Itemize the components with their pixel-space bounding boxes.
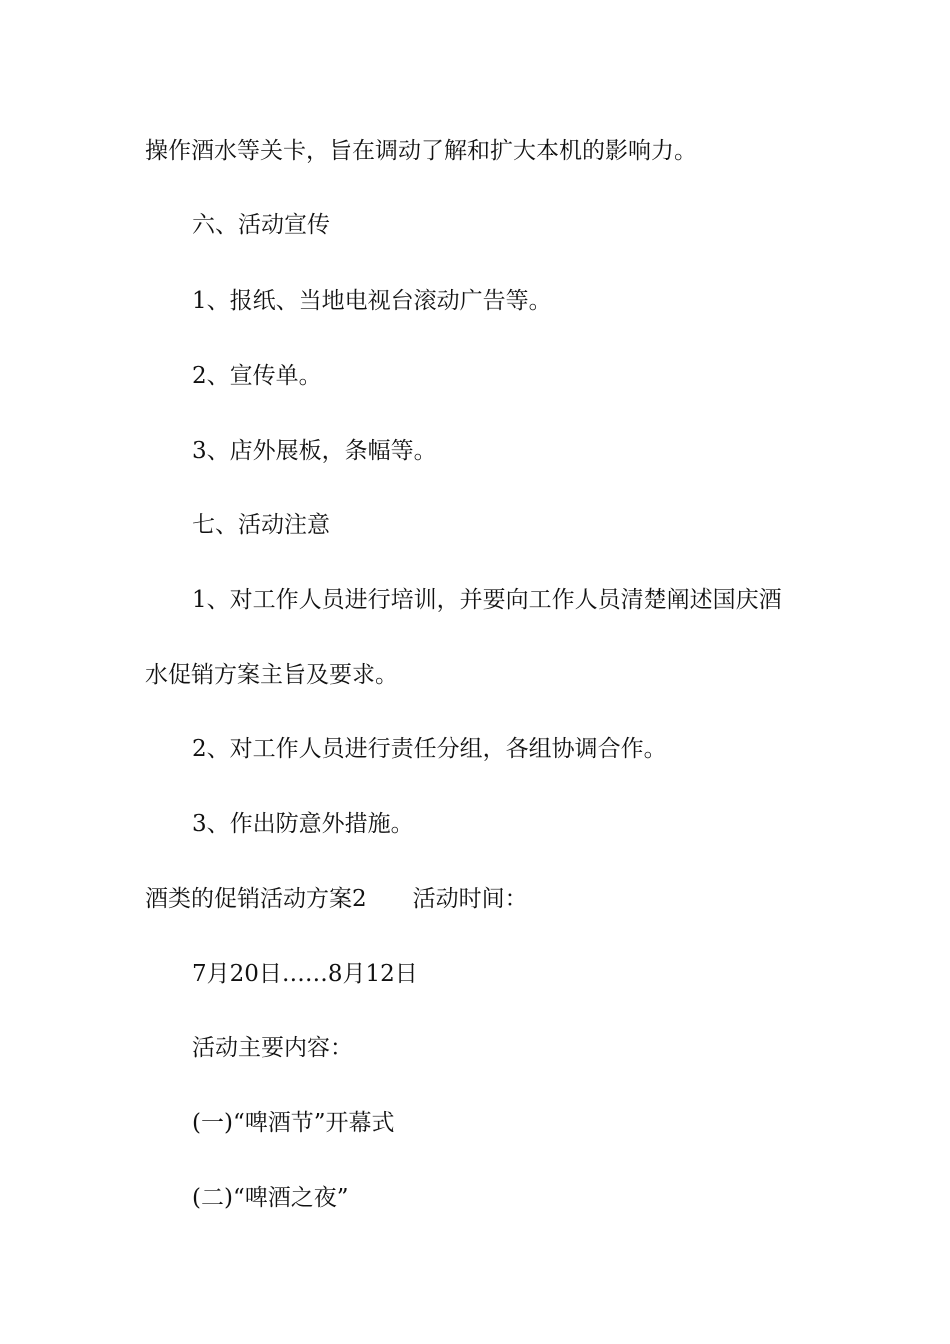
list-item: 2、宣传单。: [192, 363, 322, 389]
list-item: 1、报纸、当地电视台滚动广告等。: [192, 288, 552, 314]
list-item: 3、店外展板，条幅等。: [192, 438, 437, 464]
section-heading: 六、活动宣传: [192, 212, 330, 238]
paragraph-line: 操作酒水等关卡，旨在调动了解和扩大本机的影响力。: [145, 138, 697, 164]
list-item: 2、对工作人员进行责任分组，各组协调合作。: [192, 736, 667, 762]
list-item: (一)“啤酒节”开幕式: [192, 1110, 395, 1136]
section-heading: 七、活动注意: [192, 512, 330, 538]
paragraph-line: 水促销方案主旨及要求。: [145, 662, 398, 688]
date-range: 7月20日……8月12日: [192, 961, 418, 987]
document-title: 酒类的促销活动方案2: [145, 886, 367, 912]
list-item: 1、对工作人员进行培训，并要向工作人员清楚阐述国庆酒: [192, 587, 782, 613]
section-heading: 活动主要内容：: [192, 1035, 353, 1061]
list-item: 3、作出防意外措施。: [192, 811, 414, 837]
activity-time-label: 活动时间：: [412, 886, 528, 912]
list-item: (二)“啤酒之夜”: [192, 1185, 349, 1211]
title-line: [145, 879, 825, 919]
